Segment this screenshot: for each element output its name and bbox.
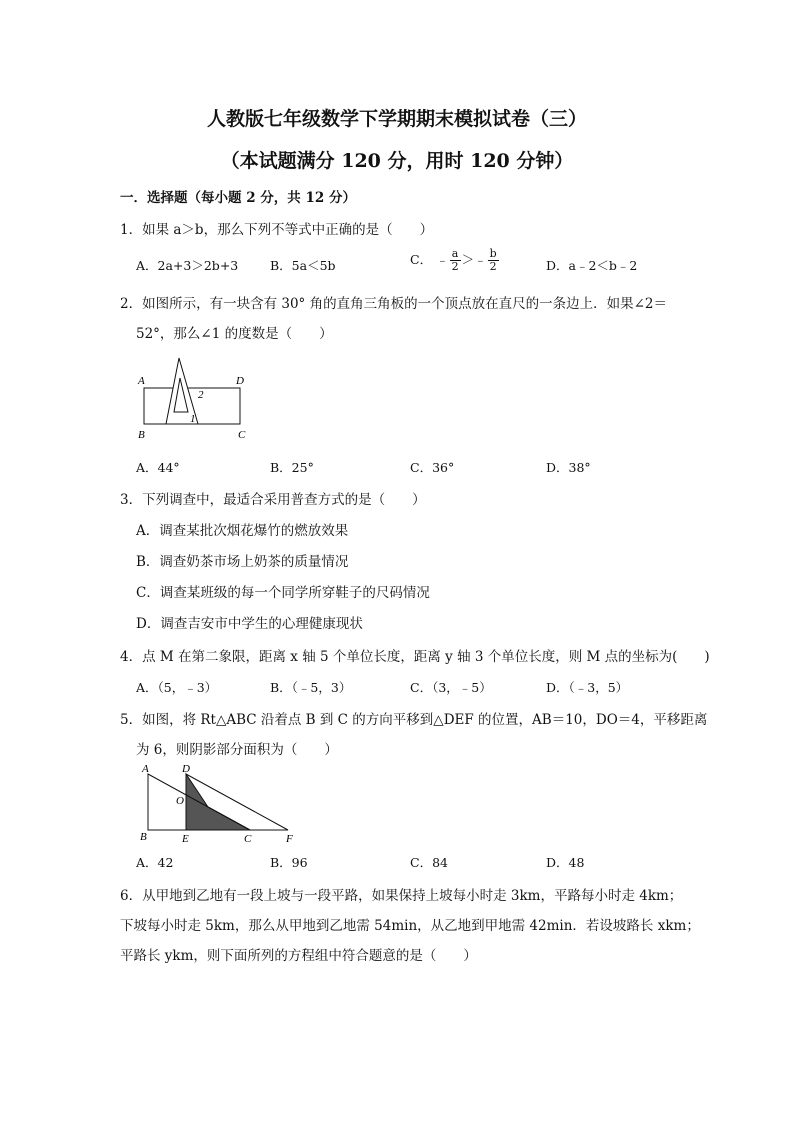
q1-option-c-label: C． bbox=[410, 252, 433, 267]
q5-option-c: C．84 bbox=[410, 855, 448, 870]
question-6-stem-line-2: 下坡每小时走 5km，那么从甲地到乙地需 54min，从乙地到甲地需 42min．若设坡路长 xkm； bbox=[120, 918, 700, 934]
q3-option-d: D．调查吉安市中学生的心理健康现状 bbox=[136, 616, 363, 632]
question-6-stem-line-1: 6．从甲地到乙地有一段上坡与一段平路，如果保持上坡每小时走 3km，平路每小时走 4km； bbox=[120, 888, 683, 904]
label-e: E bbox=[182, 833, 189, 845]
question-3-stem: 3．下列调查中，最适合采用普查方式的是（ ） bbox=[120, 492, 426, 508]
question-4-stem: 4．点 M 在第二象限，距离 x 轴 5 个单位长度，距离 y 轴 3 个单位长度，则 M 点的坐标为( ) bbox=[120, 649, 710, 665]
q1-option-b: B．5a＜5b bbox=[270, 258, 336, 273]
label-f: F bbox=[286, 833, 293, 845]
shaded-region bbox=[186, 774, 250, 830]
label-b: B bbox=[138, 429, 145, 441]
q2-option-b: B．25° bbox=[270, 460, 314, 475]
label-a: A bbox=[142, 763, 149, 775]
label-o: O bbox=[176, 795, 184, 807]
q1-c-frac-b bbox=[488, 248, 499, 273]
q5-option-a: A．42 bbox=[136, 855, 174, 870]
question-5-stem-line-2: 为 6，则阴影部分面积为（ ） bbox=[136, 742, 338, 758]
question-2-stem-line-2: 52°，那么∠1 的度数是（ ） bbox=[136, 326, 333, 342]
question-6-stem-line-3: 平路长 ykm，则下面所列的方程组中符合题意的是（ ） bbox=[120, 948, 477, 964]
q1-c-den-b: 2 bbox=[488, 260, 499, 273]
q1-c-frac-a bbox=[450, 248, 461, 273]
q5-option-d: D．48 bbox=[546, 855, 585, 870]
q3-option-a: A．调查某批次烟花爆竹的燃放效果 bbox=[136, 523, 349, 539]
q1-c-op: ＞ bbox=[461, 252, 475, 267]
label-a: A bbox=[138, 375, 145, 387]
q5-figure bbox=[138, 762, 298, 848]
q1-c-neg-b: ﹣ bbox=[474, 252, 487, 267]
q1-option-a: A．2a+3＞2b+3 bbox=[136, 258, 239, 273]
q1-c-num-b: b bbox=[489, 247, 497, 260]
q1-c-num-a: a bbox=[451, 247, 459, 260]
q2-option-d: D．38° bbox=[546, 460, 591, 475]
label-angle-1: 1 bbox=[190, 413, 196, 425]
label-c: C bbox=[238, 429, 246, 441]
q3-option-c: C．调查某班级的每一个同学所穿鞋子的尺码情况 bbox=[136, 585, 430, 601]
question-1-stem: 1．如果 a＞b，那么下列不等式中正确的是（ ） bbox=[120, 222, 434, 238]
page-subtitle: （本试题满分 120 分，用时 120 分钟） bbox=[220, 150, 574, 172]
q2-option-c: C．36° bbox=[410, 460, 455, 475]
q5-option-b: B．96 bbox=[270, 855, 308, 870]
q2-option-a: A．44° bbox=[136, 460, 180, 475]
q4-option-c: C．（3，﹣5） bbox=[410, 680, 492, 695]
page-title: 人教版七年级数学下学期期末模拟试卷（三） bbox=[206, 108, 587, 130]
section-heading: 一．选择题（每小题 2 分，共 12 分） bbox=[120, 190, 356, 206]
q4-option-a: A．（5，﹣3） bbox=[136, 680, 218, 695]
label-b: B bbox=[140, 831, 147, 843]
q1-c-den-a: 2 bbox=[451, 260, 459, 273]
q4-option-d: D．（﹣3，5） bbox=[546, 680, 629, 695]
question-2-stem-line-1: 2．如图所示，有一块含有 30° 角的直角三角板的一个顶点放在直尺的一条边上．如果∠2＝ bbox=[120, 296, 667, 312]
q2-figure bbox=[134, 352, 259, 444]
q1-c-neg-a: ﹣ bbox=[436, 252, 449, 267]
q3-option-b: B．调查奶茶市场上奶茶的质量情况 bbox=[136, 554, 349, 570]
label-d: D bbox=[182, 763, 190, 775]
label-d: D bbox=[236, 375, 244, 387]
q4-option-b: B．（﹣5，3） bbox=[270, 680, 352, 695]
question-5-stem-line-1: 5．如图，将 Rt△ABC 沿着点 B 到 C 的方向平移到△DEF 的位置，AB＝10，DO＝4，平移距离 bbox=[120, 712, 708, 728]
q1-option-d: D．a﹣2＜b﹣2 bbox=[546, 258, 638, 273]
q1-option-c bbox=[410, 248, 500, 273]
label-angle-2: 2 bbox=[198, 389, 204, 401]
label-c: C bbox=[244, 833, 252, 845]
